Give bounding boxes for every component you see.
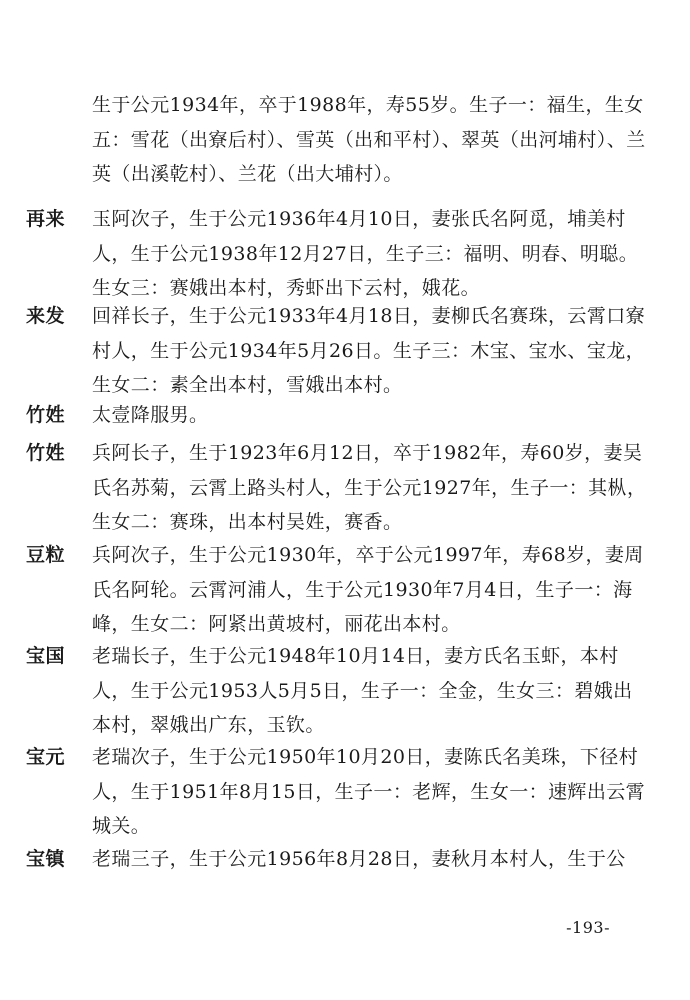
genealogy-entry — [26, 842, 651, 877]
entry-name: 宝国 — [26, 645, 66, 667]
entry-name: 竹姓 — [26, 404, 66, 426]
genealogy-entry — [26, 740, 651, 844]
entry-name: 再来 — [26, 208, 66, 230]
entry-text: 老瑞次子，生于公元1950年10月20日，妻陈氏名美珠，下径村人，生于1951年8月15日，生子一：老辉，生女一：速辉出云霄城关。 — [92, 746, 646, 837]
entry-text: 老瑞长子，生于公元1948年10月14日，妻方氏名玉虾，本村人，生于公元1953人5月5日，生子一：全金，生女三：碧娥出本村，翠娥出广东，玉钦。 — [92, 645, 633, 736]
continuation-paragraph: 生于公元1934年，卒于1988年，寿55岁。生子一：福生，生女五：雪花（出寮后村）、雪英（出和平村）、翠英（出河埔村）、兰英（出溪乾村）、兰花（出大埔村）。 — [92, 94, 646, 185]
genealogy-entry — [26, 299, 651, 403]
genealogy-entry — [26, 202, 651, 306]
page-number: -193- — [566, 918, 610, 937]
genealogy-entry — [26, 639, 651, 743]
genealogy-entry — [26, 398, 651, 433]
entry-text: 玉阿次子，生于公元1936年4月10日，妻张氏名阿觅，埔美村人，生于公元1938年12月27日，生子三：福明、明春、明聪。生女三：赛娥出本村，秀虾出下云村，娥花。 — [92, 208, 639, 299]
entry-name: 来发 — [26, 305, 66, 327]
entry-text: 太壹降服男。 — [92, 404, 209, 426]
entry-text: 老瑞三子，生于公元1956年8月28日，妻秋月本村人，生于公 — [92, 848, 626, 870]
entry-text: 回祥长子，生于公元1933年4月18日，妻柳氏名赛珠，云霄口寮村人，生于公元1934年5月26日。生子三：木宝、宝水、宝龙，生女二：素全出本村，雪娥出本村。 — [92, 305, 646, 396]
genealogy-entry — [26, 538, 651, 642]
entry-text: 兵阿次子，生于公元1930年，卒于公元1997年，寿68岁，妻周氏名阿轮。云霄河浦人，生于公元1930年7月4日，生子一：海峰，生女二：阿紧出黄坡村，丽花出本村。 — [92, 544, 644, 635]
entry-name: 豆粒 — [26, 544, 66, 566]
genealogy-entry — [26, 436, 651, 540]
entry-text: 兵阿长子，生于1923年6月12日，卒于1982年，寿60岁，妻吴氏名苏菊，云霄上路头村人，生于公元1927年，生子一：其枞，生女二：赛珠，出本村吴姓，赛香。 — [92, 442, 647, 533]
entry-name: 宝镇 — [26, 848, 66, 870]
entry-name: 竹姓 — [26, 442, 66, 464]
entry-name: 宝元 — [26, 746, 66, 768]
